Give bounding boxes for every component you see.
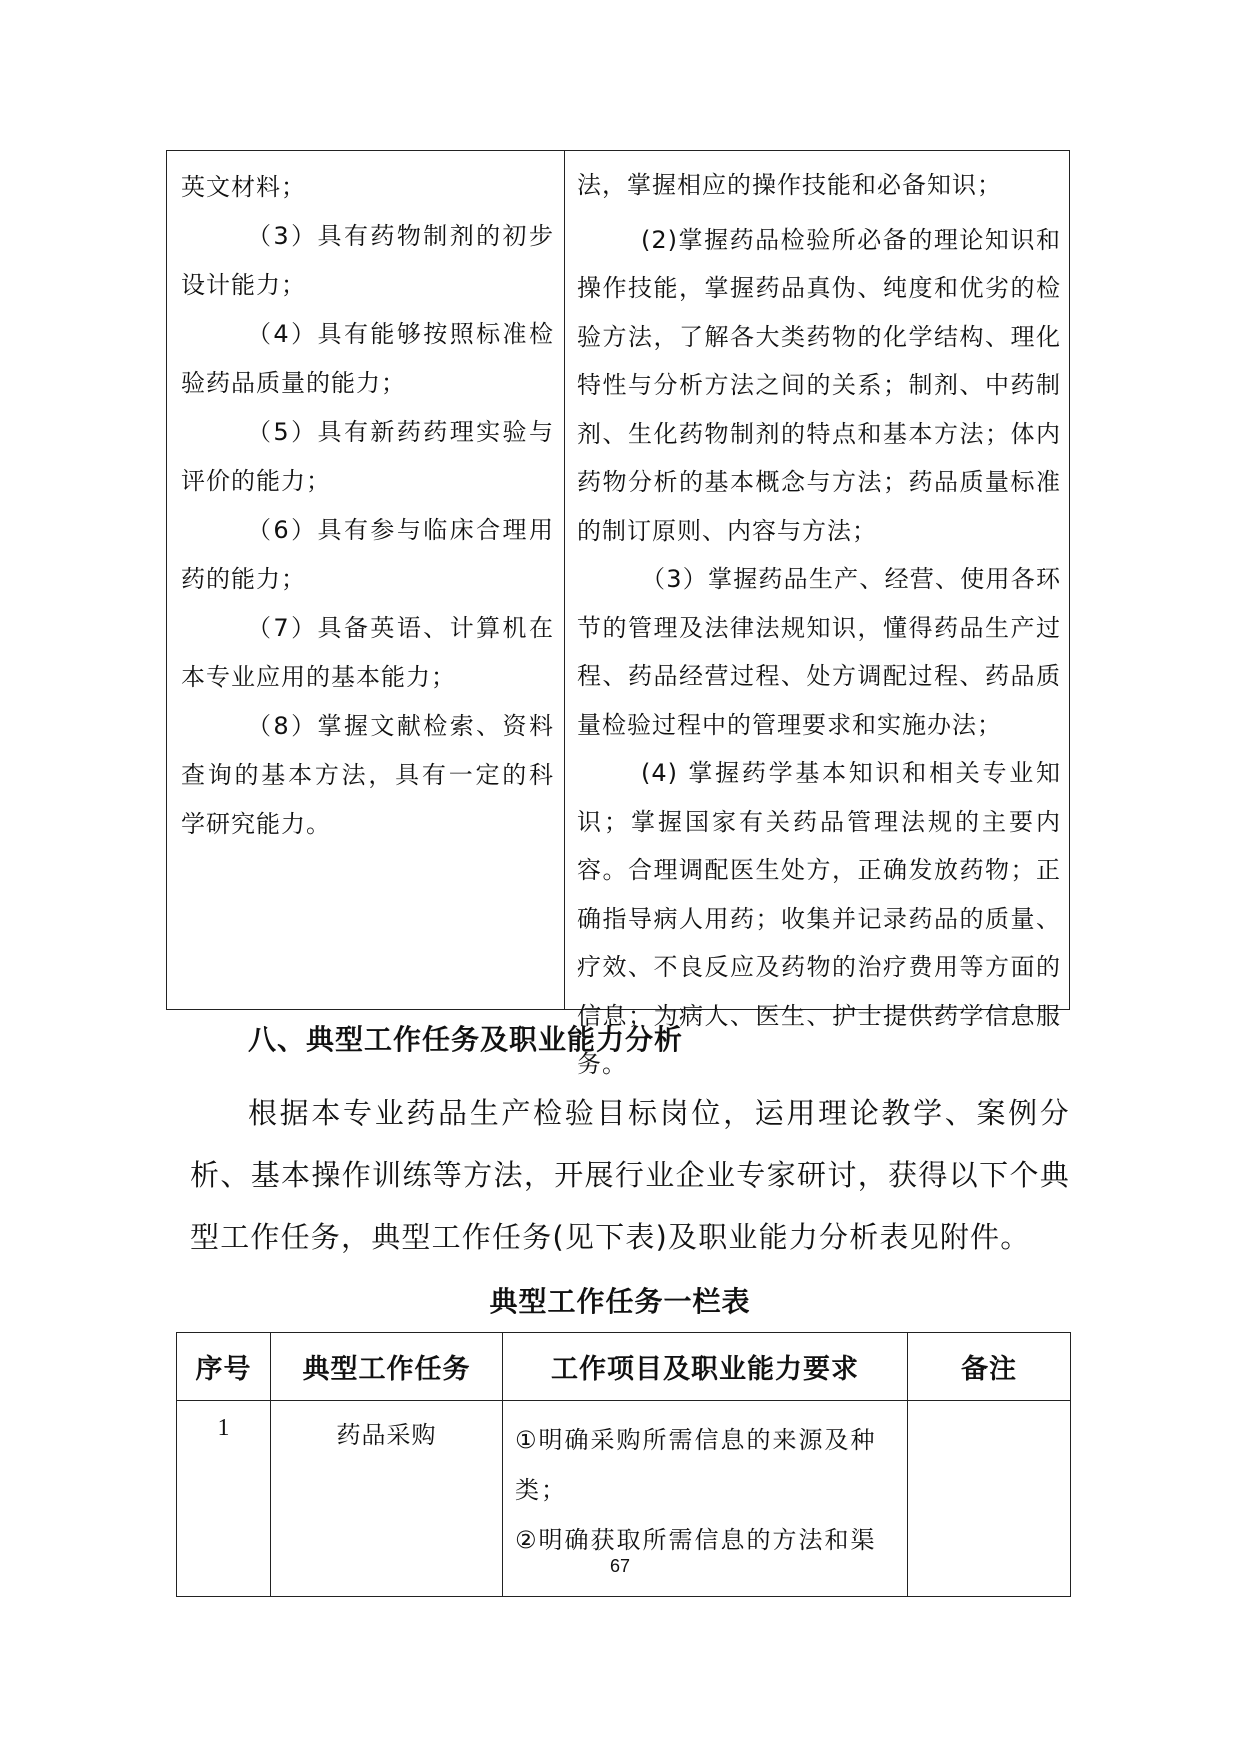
header-number: 序号 — [177, 1333, 271, 1401]
header-requirements: 工作项目及职业能力要求 — [503, 1333, 908, 1401]
ability-item: （7）具备英语、计算机在本专业应用的基本能力； — [181, 614, 554, 691]
task-table-header-row — [177, 1333, 1071, 1401]
knowledge-column — [565, 151, 1069, 1078]
ability-item: 英文材料； — [181, 173, 306, 201]
knowledge-item: (2)掌握药品检验所必备的理论知识和操作技能，掌握药品真伪、纯度和优劣的检验方法，了解各大类药物的化学结构、理化特性与分析方法之间的关系；制剂、中药制剂、生化药物制剂的特点和基本方法；体内药物分析的基本概念与方法；药品质量标准的制订原则、内容与方法； — [577, 225, 1061, 545]
ability-item: （5）具有新药药理实验与评价的能力； — [181, 418, 554, 495]
knowledge-item: 法，掌握相应的操作技能和必备知识； — [577, 171, 1002, 199]
section-paragraph: 根据本专业药品生产检验目标岗位，运用理论教学、案例分析、基本操作训练等方法，开展行业企业专家研讨，获得以下个典型工作任务，典型工作任务(见下表)及职业能力分析表见附件。 — [190, 1096, 1070, 1254]
task-table-title: 典型工作任务一栏表 — [489, 1285, 751, 1318]
knowledge-item: （3）掌握药品生产、经营、使用各环节的管理及法律法规知识，懂得药品生产过程、药品经营过程、处方调配过程、药品质量检验过程中的管理要求和实施办法； — [577, 565, 1061, 739]
ability-item: （4）具有能够按照标准检验药品质量的能力； — [181, 320, 554, 397]
requirement-line: ①明确采购所需信息的来源及种 — [515, 1426, 877, 1454]
knowledge-item: (4) 掌握药学基本知识和相关专业知识；掌握国家有关药品管理法规的主要内容。合理调配医生处方，正确发放药物；正确指导病人用药；收集并记录药品的质量、疗效、不良反应及药物的治疗费用等方面的信息；为病人、医生、护士提供药学信息服务。 — [577, 759, 1061, 1078]
requirement-line: 类； — [515, 1476, 567, 1504]
ability-item: （3）具有药物制剂的初步设计能力； — [181, 222, 554, 299]
header-note: 备注 — [908, 1333, 1071, 1401]
ability-item: （6）具有参与临床合理用药的能力； — [181, 516, 554, 593]
ability-item: （8）掌握文献检索、资料查询的基本方法，具有一定的科学研究能力。 — [181, 712, 554, 838]
row-task: 药品采购 — [271, 1401, 503, 1597]
row-number: 1 — [177, 1401, 271, 1597]
page-number: 67 — [609, 1556, 631, 1576]
ability-column — [167, 151, 565, 1009]
section-heading: 八、典型工作任务及职业能力分析 — [248, 1023, 684, 1056]
header-task: 典型工作任务 — [271, 1333, 503, 1401]
requirement-line: ②明确获取所需信息的方法和渠 — [515, 1526, 877, 1554]
